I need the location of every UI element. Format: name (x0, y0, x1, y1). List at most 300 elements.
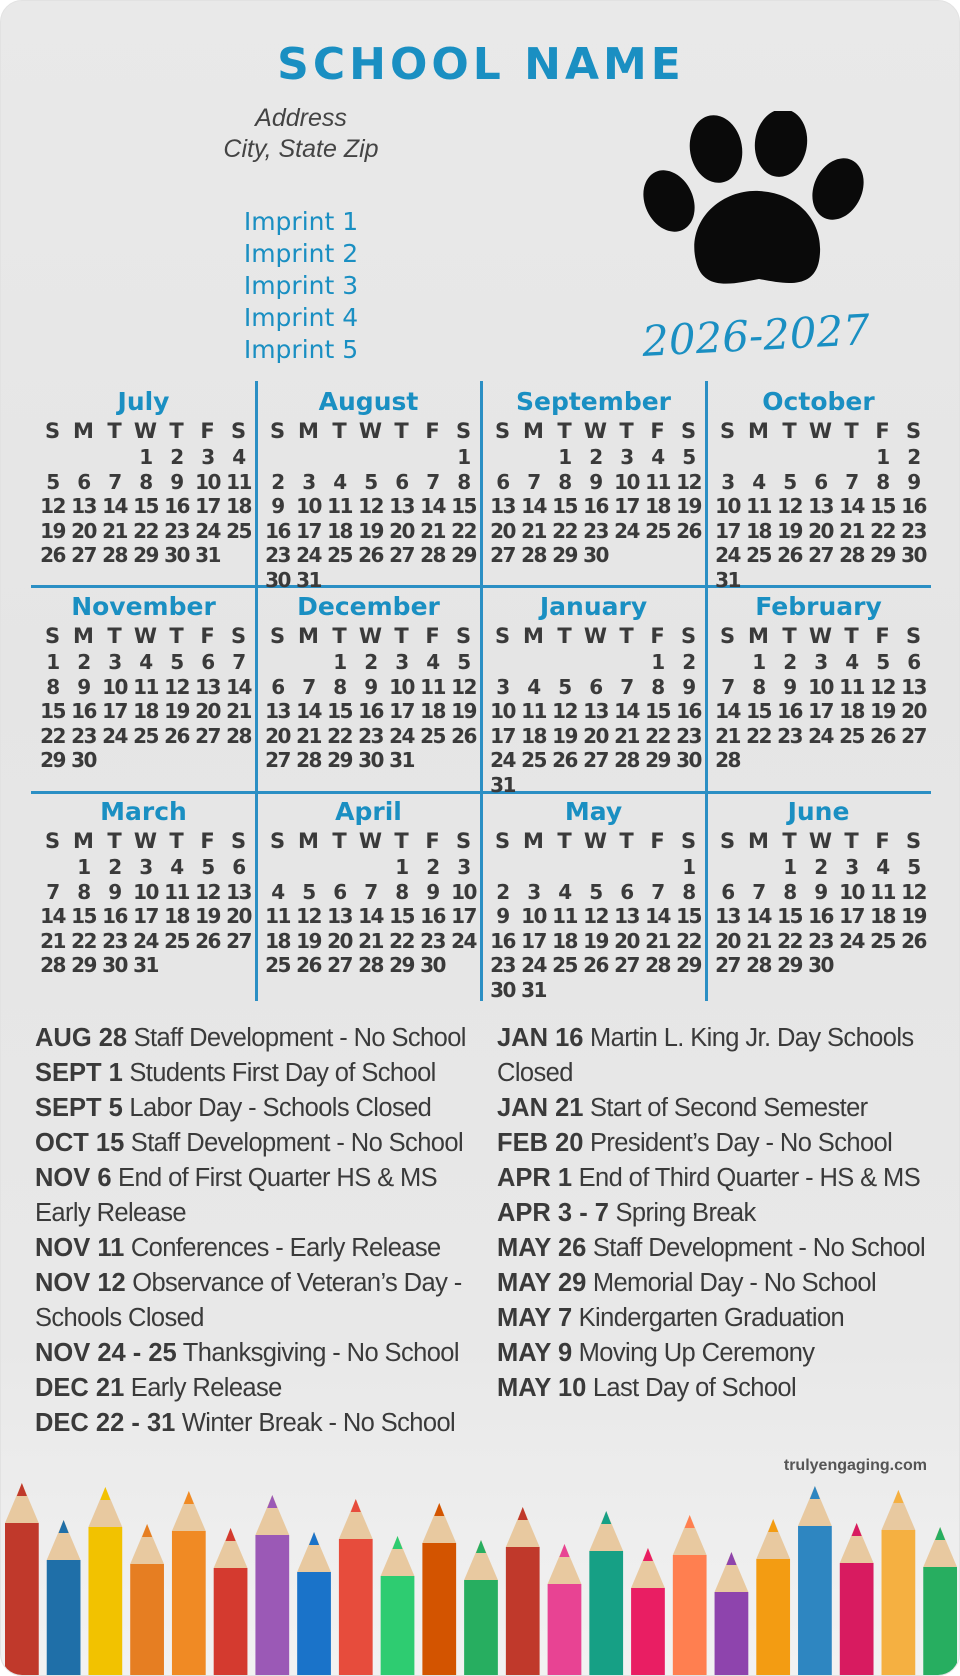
day-number: 13 (715, 904, 740, 928)
weekday-label: W (808, 419, 833, 443)
day-number: 11 (645, 469, 670, 494)
imprint-line: Imprint 3 (243, 271, 359, 300)
day-number: 24 (839, 928, 864, 953)
day-number: 6 (271, 674, 284, 699)
day-number: 15 (133, 494, 158, 518)
empty-day (518, 650, 549, 675)
day-number: 22 (40, 723, 65, 748)
day-number: 23 (420, 928, 445, 953)
day-number: 12 (451, 674, 476, 699)
day-number: 28 (614, 748, 639, 772)
day-number: 29 (71, 953, 96, 977)
day-number: 19 (195, 904, 220, 928)
day-number: 1 (876, 445, 889, 469)
day-number: 28 (746, 953, 771, 977)
weekday-label: M (748, 419, 769, 443)
day-number: 29 (327, 748, 352, 772)
month-name: February (755, 592, 882, 621)
day-number: 22 (777, 928, 802, 953)
day-number: 1 (46, 650, 59, 674)
day-number: 23 (490, 953, 515, 977)
weekday-header (487, 625, 704, 647)
weekday-label: S (905, 829, 922, 853)
empty-day (37, 855, 68, 880)
weekday-label: T (332, 419, 347, 443)
day-number: 3 (496, 674, 509, 699)
event-text: Staff Development - No School (130, 1129, 464, 1157)
empty-day (712, 445, 743, 470)
event-item (497, 1266, 937, 1301)
month-name: September (516, 387, 671, 416)
event-text: Staff Development - No School (133, 1024, 466, 1052)
event-date: SEPT 5 (35, 1094, 123, 1122)
day-number: 19 (870, 699, 895, 723)
empty-day (712, 855, 743, 880)
day-number: 6 (814, 469, 827, 494)
day-number: 21 (226, 699, 251, 723)
day-number: 18 (133, 699, 158, 723)
day-number: 29 (870, 543, 895, 567)
empty-day (262, 650, 293, 675)
day-number: 1 (77, 855, 90, 879)
day-number: 13 (265, 699, 290, 723)
day-number: 25 (552, 953, 577, 977)
day-number: 13 (327, 904, 352, 928)
day-number: 18 (164, 904, 189, 928)
day-number: 10 (296, 494, 321, 518)
weekday-label: T (394, 624, 409, 648)
day-number: 7 (721, 674, 734, 699)
empty-day (293, 650, 324, 675)
pencil (255, 1495, 289, 1676)
day-number: 21 (40, 928, 65, 953)
day-number: 28 (102, 543, 127, 567)
imprint-line: Imprint 2 (243, 239, 359, 268)
pencil (464, 1540, 498, 1676)
pencil (923, 1527, 957, 1676)
day-number: 26 (901, 928, 926, 953)
weekday-label: T (107, 419, 122, 443)
day-number: 15 (389, 904, 414, 928)
day-number: 21 (715, 723, 740, 748)
day-number: 20 (195, 699, 220, 723)
day-number: 6 (395, 469, 408, 494)
pencil (798, 1486, 832, 1676)
empty-day (324, 445, 355, 470)
day-number: 11 (226, 469, 251, 494)
day-number: 23 (676, 723, 701, 748)
pencil (172, 1491, 206, 1676)
event-text: Staff Development - No School (592, 1234, 926, 1262)
event-item (35, 1336, 475, 1371)
day-number: 20 (715, 928, 740, 953)
pencil (715, 1552, 749, 1676)
day-number: 23 (102, 928, 127, 953)
day-number: 19 (164, 699, 189, 723)
day-number: 8 (457, 469, 470, 494)
weekday-label: T (844, 829, 859, 853)
weekday-label: S (44, 419, 61, 443)
weekday-label: T (169, 829, 184, 853)
day-number: 13 (808, 494, 833, 518)
empty-day (262, 855, 293, 880)
weekday-label: M (523, 624, 544, 648)
day-number: 20 (614, 928, 639, 953)
empty-day (487, 855, 518, 880)
day-grid (487, 445, 704, 568)
day-number: 22 (133, 518, 158, 543)
month-name: January (539, 592, 648, 621)
day-number: 18 (839, 699, 864, 723)
month-name: April (335, 797, 402, 826)
day-number: 10 (195, 469, 220, 494)
day-number: 15 (552, 494, 577, 518)
weekday-label: S (44, 829, 61, 853)
event-text: Martin L. King Jr. Day Schools Closed (497, 1024, 914, 1087)
weekday-header (712, 625, 929, 647)
event-item (497, 1091, 937, 1126)
day-number: 31 (715, 567, 740, 592)
day-number: 18 (521, 723, 546, 748)
weekday-label: T (169, 624, 184, 648)
empty-day (386, 445, 417, 470)
day-number: 30 (164, 543, 189, 567)
day-grid (37, 855, 254, 978)
day-number: 20 (808, 518, 833, 543)
day-number: 30 (71, 748, 96, 772)
day-number: 24 (715, 543, 740, 567)
day-number: 12 (195, 879, 220, 904)
day-number: 5 (589, 879, 602, 904)
event-date: MAY 7 (497, 1304, 573, 1332)
day-number: 6 (721, 879, 734, 904)
school-name: SCHOOL NAME (277, 39, 685, 90)
weekday-label: T (619, 419, 634, 443)
day-number: 2 (496, 879, 509, 904)
month-january (481, 588, 706, 797)
day-number: 9 (426, 879, 439, 904)
day-number: 27 (901, 723, 926, 748)
day-number: 16 (265, 518, 290, 543)
weekday-label: F (875, 624, 890, 648)
weekday-label: S (905, 624, 922, 648)
weekday-label: W (808, 624, 833, 648)
day-number: 23 (583, 518, 608, 543)
day-number: 8 (558, 469, 571, 494)
day-number: 18 (746, 518, 771, 543)
day-number: 24 (614, 518, 639, 543)
day-number: 5 (170, 650, 183, 674)
day-number: 17 (490, 723, 515, 748)
day-number: 9 (170, 469, 183, 494)
day-number: 7 (232, 650, 245, 674)
day-number: 31 (296, 567, 321, 592)
day-number: 12 (777, 494, 802, 518)
day-number: 19 (777, 518, 802, 543)
day-number: 5 (364, 469, 377, 494)
weekday-header (262, 420, 479, 442)
day-number: 4 (139, 650, 152, 674)
school-year: 2026-2027 (640, 305, 872, 366)
weekday-label: T (394, 419, 409, 443)
day-number: 20 (583, 723, 608, 748)
year-calendar (31, 381, 931, 1001)
day-number: 27 (71, 543, 96, 567)
day-number: 26 (164, 723, 189, 748)
day-grid (487, 855, 704, 1002)
day-number: 20 (490, 518, 515, 543)
day-number: 18 (552, 928, 577, 953)
day-number: 14 (296, 699, 321, 723)
day-number: 10 (521, 904, 546, 928)
event-text: Start of Second Semester (589, 1094, 868, 1122)
imprint-line: Imprint 5 (243, 335, 359, 364)
empty-day (293, 445, 324, 470)
day-number: 2 (814, 855, 827, 879)
month-name: June (787, 797, 850, 826)
day-number: 19 (451, 699, 476, 723)
day-number: 24 (195, 518, 220, 543)
weekday-label: S (680, 624, 697, 648)
day-number: 5 (783, 469, 796, 494)
day-number: 21 (746, 928, 771, 953)
weekday-label: T (557, 624, 572, 648)
day-number: 4 (333, 469, 346, 494)
month-july (31, 383, 256, 587)
day-number: 2 (108, 855, 121, 879)
day-number: 14 (645, 904, 670, 928)
day-number: 4 (271, 879, 284, 904)
day-number: 15 (777, 904, 802, 928)
day-number: 30 (901, 543, 926, 567)
watermark: trulyengaging.com (783, 1457, 927, 1474)
day-number: 5 (302, 879, 315, 904)
weekday-label: W (133, 419, 158, 443)
weekday-header (262, 625, 479, 647)
day-number: 9 (364, 674, 377, 699)
day-number: 17 (451, 904, 476, 928)
day-number: 4 (752, 469, 765, 494)
day-number: 1 (395, 855, 408, 879)
day-number: 20 (226, 904, 251, 928)
day-number: 25 (746, 543, 771, 567)
day-number: 21 (614, 723, 639, 748)
day-number: 22 (645, 723, 670, 748)
weekday-label: S (269, 829, 286, 853)
month-name: November (71, 592, 216, 621)
event-date: MAY 9 (497, 1339, 573, 1367)
day-number: 12 (164, 674, 189, 699)
event-date: DEC 22 - 31 (35, 1409, 176, 1437)
day-grid (37, 445, 254, 568)
day-number: 23 (808, 928, 833, 953)
day-number: 21 (645, 928, 670, 953)
month-june (706, 793, 931, 997)
day-number: 5 (46, 469, 59, 494)
weekday-label: T (782, 624, 797, 648)
day-number: 11 (265, 904, 290, 928)
day-number: 13 (583, 699, 608, 723)
empty-day (518, 855, 549, 880)
empty-day (836, 445, 867, 470)
day-number: 24 (296, 543, 321, 567)
empty-day (712, 650, 743, 675)
event-text: President’s Day - No School (589, 1129, 893, 1157)
day-number: 18 (870, 904, 895, 928)
event-date: MAY 29 (497, 1269, 587, 1297)
day-number: 4 (558, 879, 571, 904)
day-number: 25 (164, 928, 189, 953)
day-grid (712, 650, 929, 773)
weekday-label: F (650, 419, 665, 443)
empty-day (324, 855, 355, 880)
weekday-label: W (358, 829, 383, 853)
day-number: 24 (808, 723, 833, 748)
event-item (497, 1231, 937, 1266)
day-grid (712, 855, 929, 978)
day-number: 16 (71, 699, 96, 723)
month-name: March (100, 797, 187, 826)
day-number: 14 (358, 904, 383, 928)
day-grid (37, 650, 254, 773)
day-number: 7 (364, 879, 377, 904)
day-number: 31 (490, 772, 515, 797)
pencil (548, 1544, 582, 1676)
day-number: 17 (521, 928, 546, 953)
empty-day (743, 855, 774, 880)
day-grid (262, 445, 479, 592)
day-number: 10 (451, 879, 476, 904)
day-grid (487, 650, 704, 797)
day-number: 12 (552, 699, 577, 723)
empty-day (68, 445, 99, 470)
day-number: 27 (195, 723, 220, 748)
day-number: 9 (682, 674, 695, 699)
weekday-label: W (583, 419, 608, 443)
weekday-label: F (200, 624, 215, 648)
day-number: 24 (521, 953, 546, 977)
weekday-label: F (425, 419, 440, 443)
day-number: 17 (133, 904, 158, 928)
pencil (339, 1499, 373, 1676)
day-number: 29 (40, 748, 65, 772)
day-number: 13 (614, 904, 639, 928)
event-date: DEC 21 (35, 1374, 125, 1402)
month-name: August (318, 387, 419, 416)
day-number: 22 (71, 928, 96, 953)
day-number: 8 (46, 674, 59, 699)
month-name: July (117, 387, 170, 416)
day-number: 9 (814, 879, 827, 904)
event-text: Thanksgiving - No School (182, 1339, 459, 1367)
event-date: OCT 15 (35, 1129, 125, 1157)
weekday-header (487, 830, 704, 852)
day-number: 11 (870, 879, 895, 904)
event-item (35, 1406, 475, 1441)
weekday-label: F (875, 829, 890, 853)
day-number: 3 (814, 650, 827, 674)
day-number: 1 (457, 445, 470, 469)
event-text: Memorial Day - No School (592, 1269, 877, 1297)
day-number: 6 (77, 469, 90, 494)
imprint-line: Imprint 1 (243, 207, 359, 236)
day-number: 2 (364, 650, 377, 674)
day-number: 9 (108, 879, 121, 904)
day-number: 31 (521, 977, 546, 1002)
day-number: 26 (583, 953, 608, 977)
weekday-header (37, 625, 254, 647)
day-number: 20 (901, 699, 926, 723)
weekday-label: F (650, 624, 665, 648)
day-number: 1 (651, 650, 664, 674)
day-number: 14 (420, 494, 445, 518)
day-number: 11 (327, 494, 352, 518)
colored-pencils-image (1, 1463, 960, 1676)
day-number: 13 (389, 494, 414, 518)
weekday-label: S (494, 624, 511, 648)
day-number: 30 (808, 953, 833, 977)
day-number: 16 (490, 928, 515, 953)
day-number: 10 (133, 879, 158, 904)
day-number: 7 (845, 469, 858, 494)
day-number: 17 (296, 518, 321, 543)
day-number: 10 (389, 674, 414, 699)
weekday-label: S (230, 829, 247, 853)
pencil (381, 1536, 415, 1676)
pencil (882, 1490, 916, 1676)
day-number: 1 (783, 855, 796, 879)
day-number: 6 (620, 879, 633, 904)
day-number: 3 (527, 879, 540, 904)
weekday-label: M (523, 829, 544, 853)
weekday-label: S (230, 419, 247, 443)
weekday-label: W (133, 624, 158, 648)
empty-day (487, 650, 518, 675)
day-number: 23 (901, 518, 926, 543)
day-number: 6 (333, 879, 346, 904)
day-number: 3 (201, 445, 214, 469)
day-number: 22 (676, 928, 701, 953)
month-november (31, 588, 256, 792)
weekday-label: M (298, 624, 319, 648)
pencil (631, 1548, 665, 1676)
day-number: 19 (40, 518, 65, 543)
day-number: 16 (808, 904, 833, 928)
day-number: 18 (420, 699, 445, 723)
day-number: 24 (451, 928, 476, 953)
weekday-label: S (494, 829, 511, 853)
month-april (256, 793, 481, 997)
weekday-label: S (269, 624, 286, 648)
day-number: 7 (426, 469, 439, 494)
day-number: 24 (490, 748, 515, 772)
event-text: Early Release (130, 1374, 282, 1402)
empty-day (518, 445, 549, 470)
pencil (589, 1511, 623, 1676)
day-number: 16 (583, 494, 608, 518)
day-number: 2 (783, 650, 796, 674)
pencil (673, 1515, 707, 1676)
event-date: NOV 6 (35, 1164, 112, 1192)
day-number: 10 (102, 674, 127, 699)
weekday-label: T (619, 829, 634, 853)
day-number: 6 (589, 674, 602, 699)
day-number: 19 (358, 518, 383, 543)
weekday-label: S (494, 419, 511, 443)
event-text: End of First Quarter HS & MS Early Release (35, 1164, 438, 1227)
day-number: 9 (589, 469, 602, 494)
day-number: 27 (808, 543, 833, 567)
